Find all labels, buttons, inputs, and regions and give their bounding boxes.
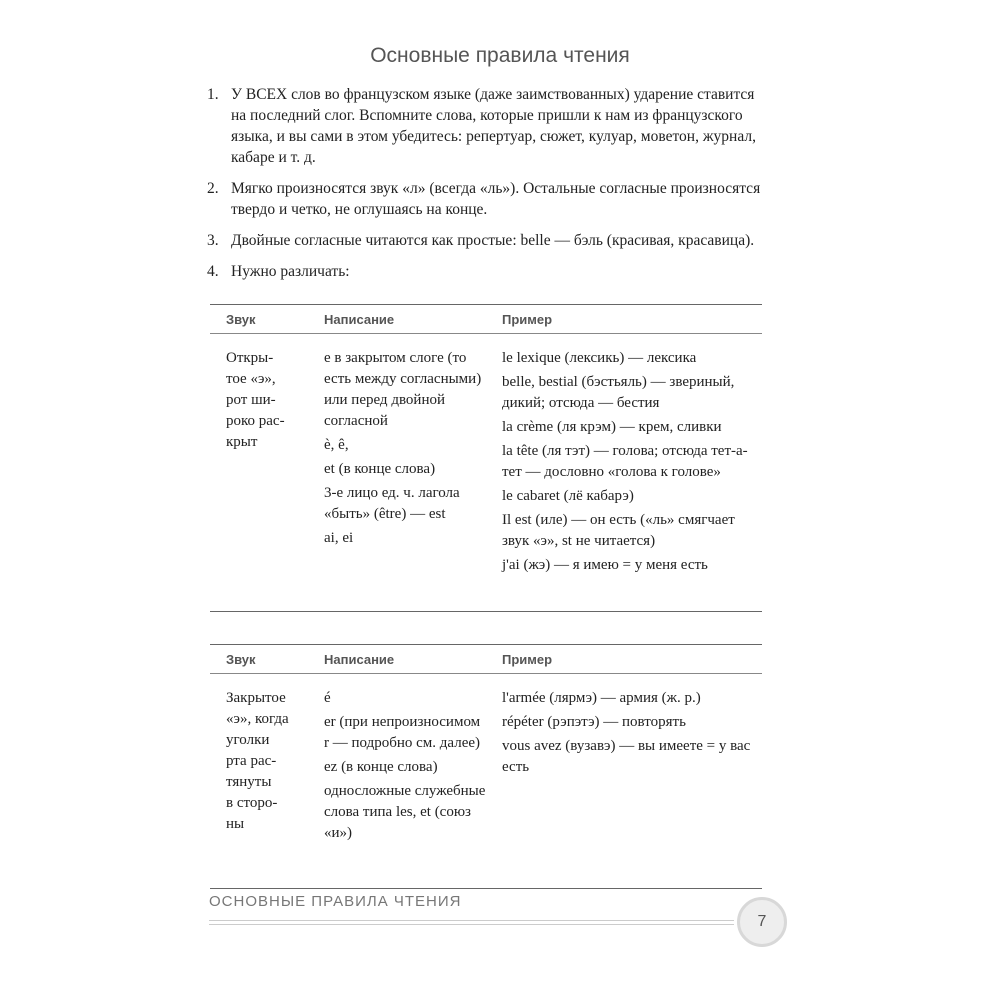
example-entry: Il est (иле) — он есть («ль» смягчает звук «э», st не читается) [502,512,735,549]
rule-item [207,84,767,168]
sound-line: роко рас- [226,413,285,429]
sound-line: «э», когда [226,711,289,727]
header-sound: Звук [226,651,256,667]
rules-list [207,84,767,292]
example-entry: vous avez (вузавэ) — вы имеете = у вас есть [502,738,751,775]
spelling-cell [308,688,486,888]
spelling-entry: односложные служебные слова типа les, et (союз «и») [324,783,486,841]
table-row [210,674,762,888]
example-entry: le cabaret (лё кабарэ) [502,488,634,504]
example-entry: j'ai (жэ) — я имею = у меня есть [502,557,708,573]
sound-line: в сторо- [226,795,278,811]
rule-number: 4. [207,263,219,280]
example-entry: le lexique (лексикь) — лексика [502,350,697,366]
spelling-entry: е в закрытом слоге (то есть между согласными) или перед двойной согласной [324,350,482,429]
rule-item [207,230,767,251]
page-title: Основные правила чтения [370,44,630,67]
example-entry: l'armée (лярмэ) — армия (ж. р.) [502,690,701,706]
rule-number: 1. [207,86,219,103]
rule-item [207,261,767,282]
sound-line: крыт [226,434,258,450]
table-header [210,305,762,334]
example-entry: la crème (ля крэм) — крем, сливки [502,419,722,435]
header-example: Пример [502,311,553,327]
spelling-cell [308,348,486,611]
rule-number: 3. [207,232,219,249]
sound-table-open-e [210,304,762,612]
sound-line: Откры- [226,350,274,366]
table-row [210,334,762,611]
sound-line: уголки [226,732,270,748]
example-entry: belle, bestial (бэстьяль) — звериный, дикий; отсюда — бестия [502,374,735,411]
rule-text: У ВСЕХ слов во французском языке (даже заимствованных) ударение ставится на последний слог. Вспомните слова, которые пришли к нам из французского языка, и вы сами в этом убедитесь: репертуар, сюжет, кулуар, моветон, журнал, кабаре и т. д. [231,86,756,166]
header-spelling: Написание [324,651,395,667]
rule-text: Нужно различать: [231,263,350,280]
example-cell [486,688,762,888]
spelling-entry: é [324,690,331,706]
spelling-entry: è, ê, [324,437,349,453]
rule-item [207,178,767,220]
page-number-badge [737,897,787,947]
sound-cell [210,688,308,888]
sound-line: тое «э», [226,371,276,387]
sound-line: тянуты [226,774,272,790]
sound-cell [210,348,308,611]
sound-table-closed-e [210,644,762,889]
spelling-entry: 3-е лицо ед. ч. лагола «быть» (être) — est [324,485,460,522]
example-cell [486,348,762,611]
sound-line: рта рас- [226,753,277,769]
footer-divider [209,920,734,925]
sound-line: Закрытое [226,690,286,706]
table-header [210,645,762,674]
running-title: ОСНОВНЫЕ ПРАВИЛА ЧТЕНИЯ [209,893,462,910]
example-entry: la tête (ля тэт) — голова; отсюда тет-а-тет — дословно «голова к голове» [502,443,748,480]
sound-line: ны [226,816,245,832]
sound-line: рот ши- [226,392,276,408]
spelling-entry: ai, ei [324,530,354,546]
header-sound: Звук [226,311,256,327]
spelling-entry: ez (в конце слова) [324,759,438,775]
spelling-entry: et (в конце слова) [324,461,436,477]
example-entry: répéter (рэпэтэ) — повторять [502,714,686,730]
header-example: Пример [502,651,553,667]
page-number: 7 [757,913,767,930]
header-spelling: Написание [324,311,395,327]
rule-text: Мягко произносятся звук «л» (всегда «ль»). Остальные согласные произносятся твердо и четко, не оглушаясь на конце. [231,180,761,218]
spelling-entry: er (при непроизносимом r — подробно см. далее) [324,714,481,751]
rule-text: Двойные согласные читаются как простые: belle — бэль (красивая, красавица). [231,232,755,249]
rule-number: 2. [207,180,219,197]
